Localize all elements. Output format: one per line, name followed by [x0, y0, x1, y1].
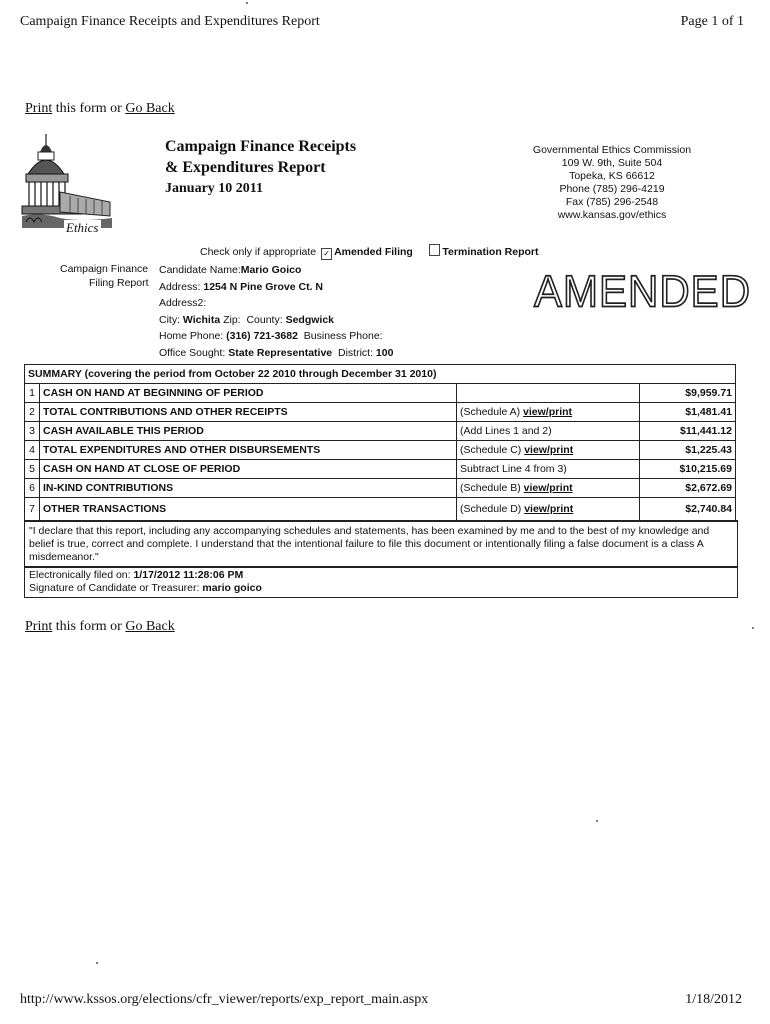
- row-amount: $10,215.69: [640, 460, 736, 479]
- office-row: [159, 345, 393, 362]
- row-description: CASH ON HAND AT CLOSE OF PERIOD: [40, 460, 457, 479]
- row-number: 3: [25, 422, 40, 441]
- row-amount: $9,959.71: [640, 384, 736, 403]
- district-value: 100: [375, 346, 394, 359]
- city-label: City:: [159, 313, 183, 326]
- report-title-line1: Campaign Finance Receipts: [165, 138, 357, 155]
- address-value: 1254 N Pine Grove Ct. N: [203, 280, 323, 293]
- agency-fax: Fax (785) 296-2548: [565, 196, 659, 208]
- footer-url: http://www.kssos.org/elections/cfr_viewer/reports/exp_report_main.aspx: [20, 992, 429, 1007]
- page-number: Page 1 of 1: [680, 14, 744, 29]
- schedule-text: (Schedule C): [460, 444, 525, 456]
- check-prefix: Check only if appropriate: [200, 246, 317, 258]
- candidate-name: Mario Goico: [240, 264, 302, 276]
- table-row: [25, 460, 736, 479]
- filed-on-value: 1/17/2012 11:28:06 PM: [133, 569, 244, 581]
- row-number: 7: [25, 498, 40, 521]
- city-row: [159, 312, 393, 329]
- address-row: [159, 279, 393, 296]
- row-description: TOTAL CONTRIBUTIONS AND OTHER RECEIPTS: [40, 403, 457, 422]
- declaration-text: "I declare that this report, including any accompanying schedules and statements, has been examined by me and to the best of my knowledge and belief is true, correct and complete. I understand that the intentional failure to file this document or intentionally filing a false document is a class A misdemeanor.": [24, 520, 738, 568]
- print-link-bottom[interactable]: Print: [25, 619, 53, 634]
- office-value: State Representative: [228, 346, 333, 359]
- scan-speck: [96, 962, 98, 964]
- row-number: 2: [25, 403, 40, 422]
- signature-label: Signature of Candidate or Treasurer:: [29, 582, 203, 594]
- print-link[interactable]: Print: [25, 101, 53, 116]
- agency-website: www.kansas.gov/ethics: [557, 209, 667, 221]
- agency-phone: Phone (785) 296-4219: [559, 183, 665, 195]
- row-description: OTHER TRANSACTIONS: [40, 498, 457, 521]
- row-schedule: [457, 498, 640, 521]
- amended-stamp: AMENDED: [534, 266, 752, 317]
- district-label: District:: [338, 346, 376, 359]
- schedule-text: (Schedule A): [460, 406, 524, 418]
- row-schedule: Subtract Line 4 from 3): [457, 460, 640, 479]
- summary-header: SUMMARY (covering the period from October 22 2010 through December 31 2010): [25, 365, 736, 384]
- county-label: County:: [246, 313, 286, 326]
- report-title: [165, 136, 356, 199]
- filer-label-1: Campaign Finance: [60, 263, 149, 275]
- view-print-link[interactable]: view/print: [523, 406, 573, 418]
- home-phone-value: (316) 721-3682: [226, 330, 298, 342]
- row-amount: $1,225.43: [640, 441, 736, 460]
- termination-label: Termination Report: [442, 246, 539, 258]
- row-description: IN-KIND CONTRIBUTIONS: [40, 479, 457, 498]
- amended-checkbox[interactable]: ✓: [321, 248, 332, 260]
- row-schedule: [457, 403, 640, 422]
- signature-value: mario goico: [202, 582, 262, 594]
- schedule-text: (Schedule B): [460, 482, 524, 494]
- page-header-title: Campaign Finance Receipts and Expenditures Report: [20, 14, 320, 29]
- filer-info: [159, 262, 393, 361]
- capitol-seal-image: [20, 132, 116, 236]
- address2-row: Address2:: [159, 297, 207, 309]
- nav-middle-text: this form or: [52, 101, 126, 116]
- row-amount: $2,672.69: [640, 479, 736, 498]
- filer-label-2: Filing Report: [89, 277, 149, 289]
- filing-signature-box: [24, 566, 738, 598]
- row-schedule: [457, 479, 640, 498]
- go-back-link[interactable]: Go Back: [125, 101, 175, 116]
- table-row: [25, 403, 736, 422]
- table-row: [25, 498, 736, 521]
- row-description: CASH AVAILABLE THIS PERIOD: [40, 422, 457, 441]
- seal-caption: Ethics: [66, 220, 99, 235]
- footer-date: 1/18/2012: [685, 992, 742, 1007]
- view-print-link[interactable]: view/print: [523, 482, 573, 494]
- home-phone-label: Home Phone:: [159, 330, 227, 342]
- business-phone-label: Business Phone:: [303, 330, 383, 342]
- summary-header-row: [25, 365, 736, 384]
- row-description: CASH ON HAND AT BEGINNING OF PERIOD: [40, 384, 457, 403]
- filing-type-line: [200, 244, 538, 260]
- scan-speck: [596, 820, 598, 822]
- row-schedule: (Add Lines 1 and 2): [457, 422, 640, 441]
- city-value: Wichita: [182, 313, 221, 326]
- bottom-nav: [25, 619, 175, 635]
- table-row: [25, 422, 736, 441]
- schedule-text: (Schedule D): [460, 503, 525, 515]
- agency-address1: 109 W. 9th, Suite 504: [561, 157, 663, 169]
- scan-speck: [752, 627, 754, 629]
- row-number: 1: [25, 384, 40, 403]
- amended-label: Amended Filing: [334, 246, 413, 258]
- row-schedule: [457, 384, 640, 403]
- top-nav: [25, 101, 175, 117]
- view-print-link[interactable]: view/print: [524, 444, 574, 456]
- office-label: Office Sought:: [159, 346, 229, 359]
- zip-label: Zip:: [223, 313, 241, 326]
- table-row: [25, 384, 736, 403]
- summary-table: [24, 364, 736, 521]
- go-back-link-bottom[interactable]: Go Back: [125, 619, 175, 634]
- table-row: [25, 479, 736, 498]
- address-label: Address:: [159, 280, 204, 293]
- table-row: [25, 441, 736, 460]
- row-amount: $1,481.41: [640, 403, 736, 422]
- row-number: 4: [25, 441, 40, 460]
- view-print-link[interactable]: view/print: [524, 503, 574, 515]
- candidate-row: [159, 262, 393, 279]
- agency-info: [512, 144, 712, 222]
- signature-row: [29, 582, 733, 595]
- agency-name: Governmental Ethics Commission: [532, 144, 692, 156]
- report-title-line2: & Expenditures Report: [165, 159, 326, 176]
- row-amount: $11,441.12: [640, 422, 736, 441]
- termination-checkbox[interactable]: [429, 244, 440, 256]
- county-value: Sedgwick: [285, 313, 334, 326]
- row-schedule: [457, 441, 640, 460]
- phone-row: [159, 328, 393, 345]
- candidate-name-label: Candidate Name:: [159, 264, 241, 276]
- filed-on-row: [29, 569, 733, 582]
- nav-middle-text-bottom: this form or: [52, 619, 126, 634]
- scan-speck: [246, 2, 248, 4]
- agency-address2: Topeka, KS 66612: [569, 170, 655, 182]
- row-number: 5: [25, 460, 40, 479]
- row-amount: $2,740.84: [640, 498, 736, 521]
- row-description: TOTAL EXPENDITURES AND OTHER DISBURSEMENTS: [40, 441, 457, 460]
- filed-on-label: Electronically filed on:: [29, 569, 134, 581]
- filer-info-label: [60, 262, 149, 290]
- row-number: 6: [25, 479, 40, 498]
- report-date: January 10 2011: [165, 181, 264, 196]
